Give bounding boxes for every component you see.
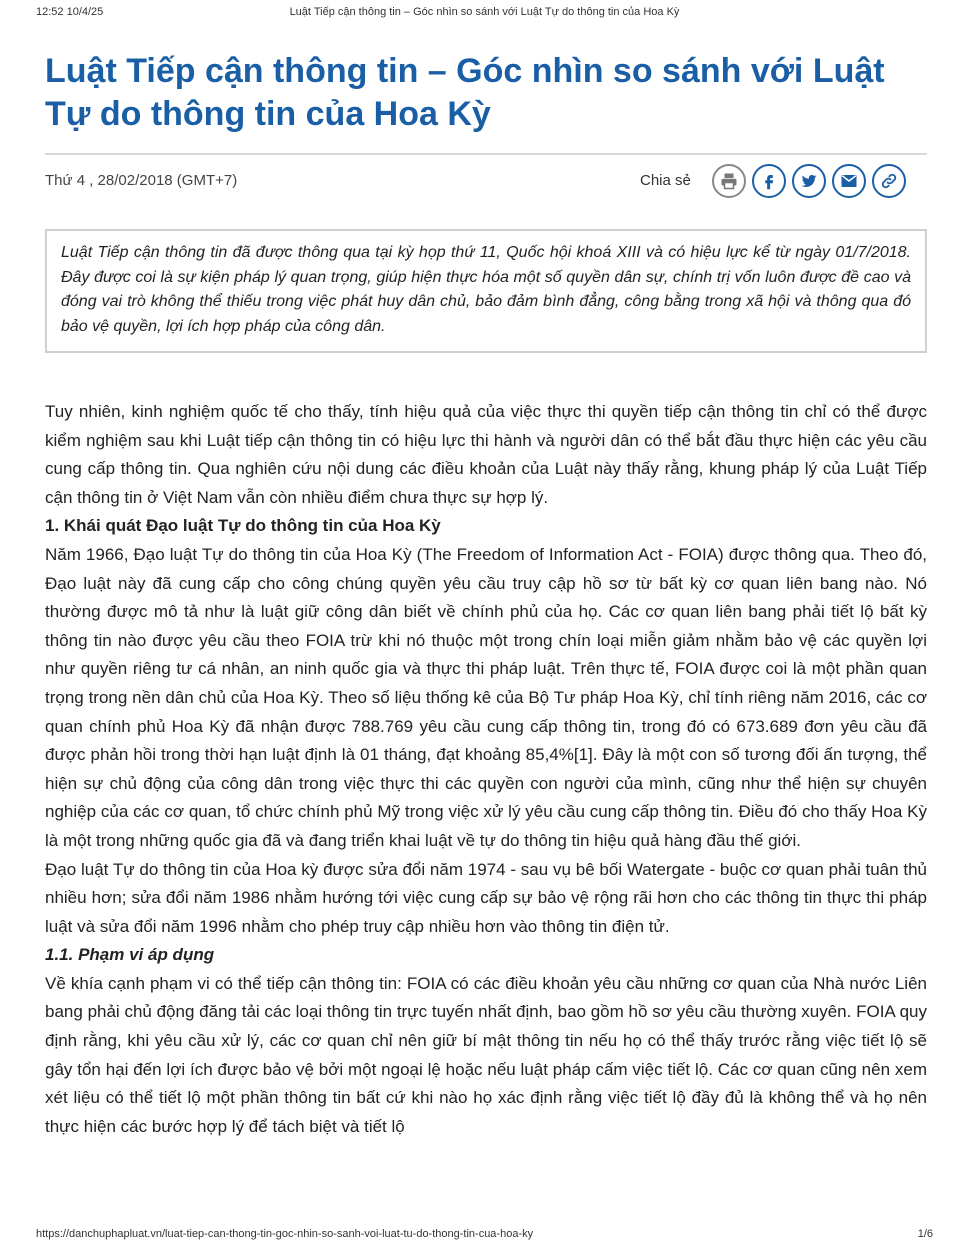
twitter-share-button[interactable] (792, 164, 826, 198)
email-share-button[interactable] (832, 164, 866, 198)
title-divider (45, 153, 927, 155)
article-summary: Luật Tiếp cận thông tin đã được thông qua tại kỳ họp thứ 11, Quốc hội khoá XIII và có hiệu lực kể từ ngày 01/7/2018. Đây được coi là sự kiện pháp lý quan trọng, giúp hiện thực hóa một số quyền dân sự, chính trị vốn luôn được đề cao và đóng vai trò không thể thiếu trong việc phát huy dân chủ, bảo đảm bình đẳng, công bằng trong xã hội và thông qua đó bảo vệ quyền, lợi ích hợp pháp của công dân. (45, 229, 927, 353)
print-button[interactable] (712, 164, 746, 198)
article-title: Luật Tiếp cận thông tin – Góc nhìn so sánh với Luật Tự do thông tin của Hoa Kỳ (45, 52, 885, 133)
facebook-icon (760, 172, 778, 190)
share-label: Chia sẻ (640, 172, 691, 189)
publish-date: Thứ 4 , 28/02/2018 (GMT+7) (45, 172, 238, 189)
print-page-title: Luật Tiếp cận thông tin – Góc nhìn so sánh với Luật Tự do thông tin của Hoa Kỳ (289, 6, 680, 18)
twitter-icon (800, 172, 818, 190)
paragraph: Đạo luật Tự do thông tin của Hoa kỳ được sửa đổi năm 1974 - sau vụ bê bối Watergate - buộc cơ quan phải tuân thủ nhiều hơn; sửa đổi năm 1986 nhằm hướng tới việc cung cấp sự bảo vệ rộng rãi hơn cho các thông tin thực thi pháp luật và sửa đổi năm 1996 nhằm cho phép truy cập nhiều hơn vào thông tin điện tử. (45, 859, 927, 936)
link-icon (880, 172, 898, 190)
article-body (45, 398, 927, 1141)
facebook-share-button[interactable] (752, 164, 786, 198)
subsection-heading: 1.1. Phạm vi áp dụng (45, 945, 215, 965)
paragraph: Tuy nhiên, kinh nghiệm quốc tế cho thấy, tính hiệu quả của việc thực thi quyền tiếp cận thông tin chỉ có thể được kiểm nghiệm sau khi Luật tiếp cận thông tin có hiệu lực thi hành và người dân có thể bắt đầu thực hiện các yêu cầu cung cấp thông tin. Qua nghiên cứu nội dung các điều khoản của Luật này thấy rằng, khung pháp lý của Luật Tiếp cận thông tin ở Việt Nam vẫn còn nhiều điểm chưa thực sự hợp lý. (45, 402, 927, 507)
page-url: https://danchuphapluat.vn/luat-tiep-can-thong-tin-goc-nhin-so-sanh-voi-luat-tu-do-thong-tin-cua-hoa-ky (36, 1228, 534, 1240)
print-header (36, 6, 933, 22)
share-buttons (712, 164, 906, 198)
print-datetime: 12:52 10/4/25 (36, 6, 104, 18)
email-icon (840, 172, 858, 190)
copy-link-button[interactable] (872, 164, 906, 198)
print-icon (720, 172, 738, 190)
print-footer (36, 1228, 933, 1244)
paragraph: Năm 1966, Đạo luật Tự do thông tin của Hoa Kỳ (The Freedom of Information Act - FOIA) được thông qua. Theo đó, Đạo luật này đã cung cấp cho công chúng quyền yêu cầu truy cập hồ sơ từ bất kỳ cơ quan liên bang nào. Nó thường được mô tả như là luật giữ công dân biết về chính phủ của họ. Các cơ quan liên bang phải tiết lộ bất kỳ thông tin nào được yêu cầu theo FOIA trừ khi nó thuộc một trong chín loại miễn giảm nhằm bảo vệ các quyền lợi như quyền riêng tư cá nhân, an ninh quốc gia và thực thi pháp luật. Trên thực tế, FOIA được coi là một phần quan trọng trong nền dân chủ của Hoa Kỳ. Theo số liệu thống kê của Bộ Tư pháp Hoa Kỳ, chỉ tính riêng năm 2016, các cơ quan chính phủ Hoa Kỳ đã nhận được 788.769 yêu cầu cung cấp thông tin, trong đó có 673.689 đơn yêu cầu đã được phản hồi trong thời hạn luật định là 01 tháng, đạt khoảng 85,4%[1]. Đây là một con số tương đối ấn tượng, thể hiện sự chủ động của công dân trong việc thực thi các quyền con người của mình, cũng như thể hiện sự chuyên nghiệp của các cơ quan, tổ chức chính phủ Mỹ trong việc xử lý yêu cầu cung cấp thông tin. Điều đó cho thấy Hoa Kỳ là một trong những quốc gia đã và đang triển khai luật về tự do thông tin hiệu quả hàng đầu thế giới. (45, 544, 927, 850)
page-number: 1/6 (917, 1228, 933, 1240)
section-heading: 1. Khái quát Đạo luật Tự do thông tin của Hoa Kỳ (45, 516, 441, 536)
paragraph: Về khía cạnh phạm vi có thể tiếp cận thông tin: FOIA có các điều khoản yêu cầu những cơ quan của Nhà nước Liên bang phải chủ động đăng tải các loại thông tin trực tuyến nhất định, bao gồm hồ sơ yêu cầu thường xuyên. FOIA quy định rằng, khi yêu cầu xử lý, các cơ quan chỉ nên giữ bí mật thông tin nếu họ có thể thấy trước rằng việc tiết lộ sẽ gây tổn hại đến lợi ích được bảo vệ bởi một ngoại lệ hoặc nếu luật pháp cấm việc tiết lộ. Các cơ quan cũng nên xem xét liệu có thể tiết lộ một phần thông tin bất cứ khi nào họ xác định rằng việc tiết lộ đầy đủ là không thể và họ nên thực hiện các bước hợp lý để tách biệt và tiết lộ (45, 973, 927, 1136)
